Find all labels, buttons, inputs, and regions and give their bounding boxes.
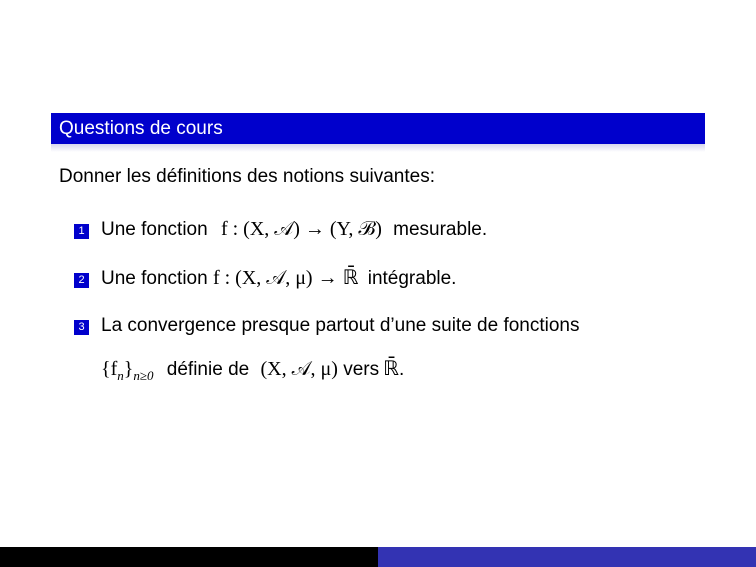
math-real-line: ℝ̄ [383, 358, 399, 380]
list-item-2 [74, 266, 456, 291]
block-title-shadow [51, 144, 705, 152]
intro-text: Donner les définitions des notions suivantes: [59, 166, 436, 187]
item-number-badge: 2 [74, 273, 89, 288]
math-expression: (X, 𝒜, μ) [260, 358, 338, 380]
math-sequence: $\{f_n\}_{n\ge 0}$ [101, 358, 154, 383]
item-text: vers [343, 359, 380, 380]
footer-bar-left [0, 547, 378, 567]
punctuation: . [398, 359, 405, 380]
list-item-3-continuation [101, 357, 404, 383]
math-expression: f : (X, 𝒜, μ) → ℝ̄ [212, 267, 359, 289]
item-number-badge: 3 [74, 320, 89, 335]
item-suffix: mesurable. [393, 219, 488, 240]
item-number-badge: 1 [74, 224, 89, 239]
math-expression: f : (X, 𝒜) → (Y, ℬ) [220, 218, 382, 240]
item-text: La convergence presque partout d’une suite de fonctions [101, 315, 580, 336]
list-item-3 [74, 314, 580, 338]
block-title: Questions de cours [51, 113, 705, 144]
item-text: Une fonction [101, 268, 208, 289]
item-text: Une fonction [101, 219, 208, 240]
item-suffix: intégrable. [367, 268, 457, 289]
footer-bar-right [378, 547, 756, 567]
list-item-1 [74, 217, 487, 242]
item-text: définie de [166, 359, 250, 380]
